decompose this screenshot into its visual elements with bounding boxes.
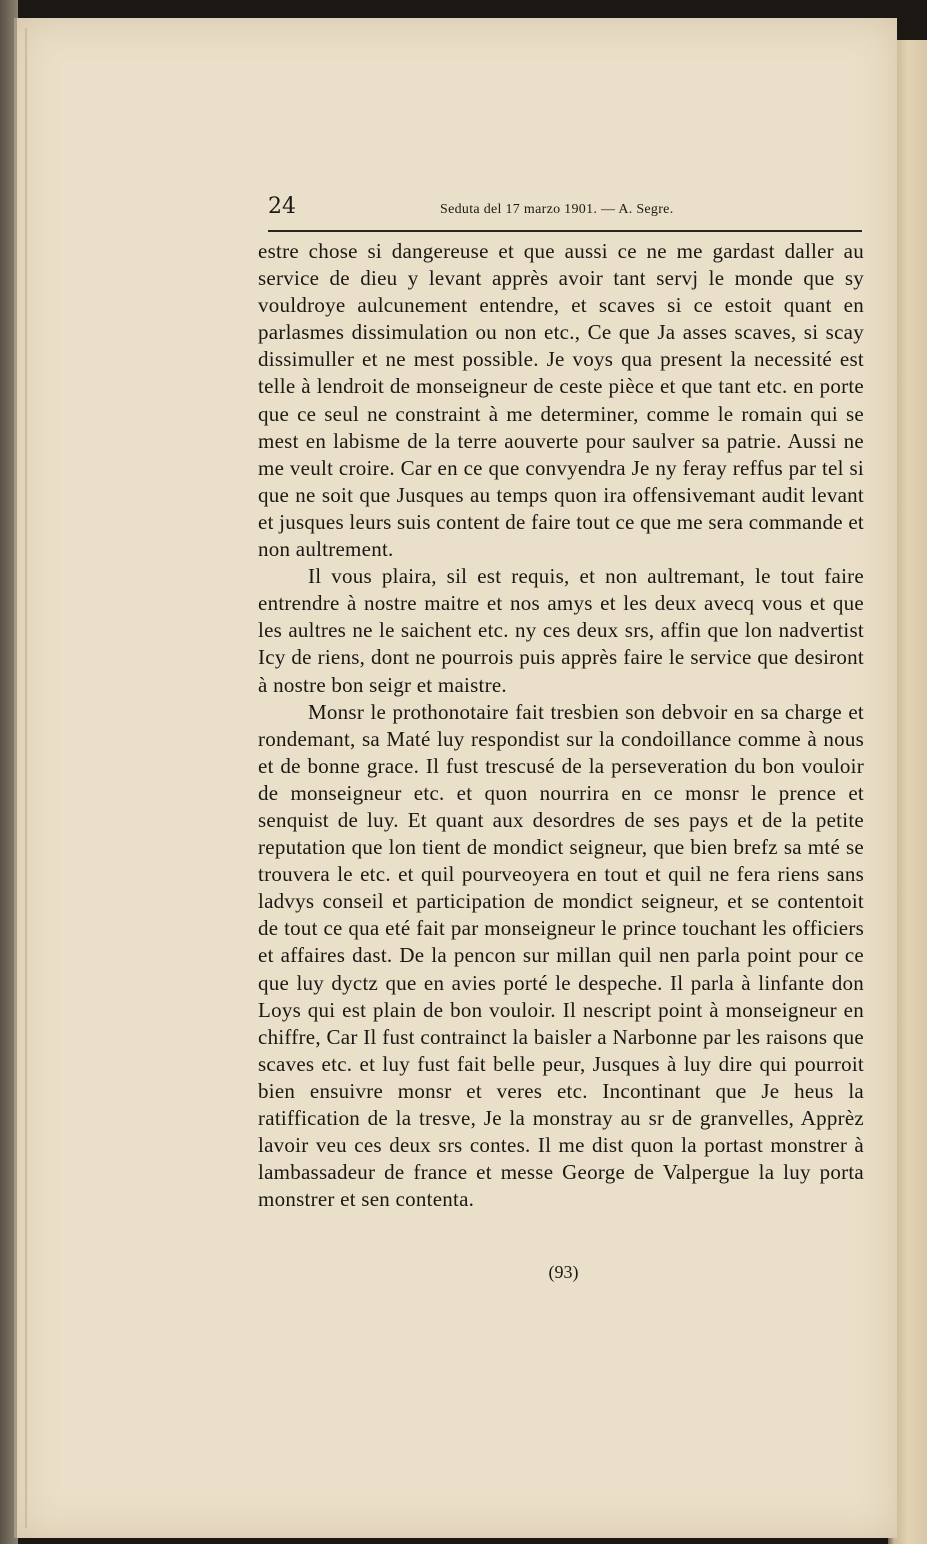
page-header — [268, 194, 862, 230]
body-text — [258, 238, 864, 1213]
footer — [0, 1262, 927, 1283]
paragraph: Monsr le prothonotaire fait tresbien son debvoir en sa charge et rondemant, sa Maté luy respondist sur la condoillance comme à nous et de bonne grace. Il fust trescusé de la perseveration du bon vouloir de monseigneur etc. et quon nourrira en ce monsr le prence et senquist de luy. Et quant aux desordres de ses pays et de la petite reputation que lon tient de mondict seigneur, que bien brefz sa mté se trouvera le etc. et quil pourveoyera en tout et quil ne fera riens sans ladvys conseil et participation de mondict seigneur, et se contentoit de tout ce qua eté fait par monseigneur le prince touchant les officiers et affaires dast. De la pencon sur millan quil nen parla point pour ce que luy dyctz que en avies porté le despeche. Il parla à linfante don Loys qui est plain de bon vouloir. Il nescript point à monseigneur en chiffre, Car Il fust contrainct la baisler a Narbonne par les raisons que scaves etc. et luy fust fait belle peur, Jusques à luy dire qui pourroit bien ensuivre monsr et veres etc. Incontinant que Je heus la ratiffication de la tresve, Je la monstray au sr de granvelles, Apprèz lavoir veu ces deux srs contes. Il me dist quon la portast monstrer à lambassadeur de france et messe George de Valpergue la luy porta monstrer et sen contenta. — [258, 699, 864, 1212]
folio-number: (93) — [548, 1262, 579, 1282]
paragraph: estre chose si dangereuse et que aussi ce ne me gardast daller au service de dieu y levant apprès avoir tant servj le monde que sy vouldroye aulcunement entendre, et scaves si ce estoit quant en parlasmes dissimulation ou non etc., Ce que Ja asses scaves, si scay dissimuller et ne mest possible. Je voys qua present la necessité est telle à lendroit de monseigneur de ceste pièce et que tant etc. en porte que ce seul ne constraint à me determiner, comme le romain qui se mest en labisme de la terre aouverte pour saulver sa patrie. Aussi ne me veult croire. Car en ce que convyendra Je ny feray reffus par tel si que ne soit que Jusques au temps quon ira offensivemant audit levant et jusques leurs suis content de faire tout ce que me sera commande et non aultrement. — [258, 239, 864, 562]
page-number: 24 — [268, 194, 296, 219]
paragraph: Il vous plaira, sil est requis, et non aultremant, le tout faire entrendre à nostre maitre et nos amys et les deux avecq vous et que les aultres ne le saichent etc. ny ces deux srs, affin que lon nadvertist Icy de riens, dont ne pourrois puis apprès faire le service que desiront à nostre bon seigr et maistre. — [258, 564, 864, 697]
header-rule — [268, 230, 862, 232]
running-head: Seduta del 17 marzo 1901. — A. Segre. — [440, 202, 674, 217]
